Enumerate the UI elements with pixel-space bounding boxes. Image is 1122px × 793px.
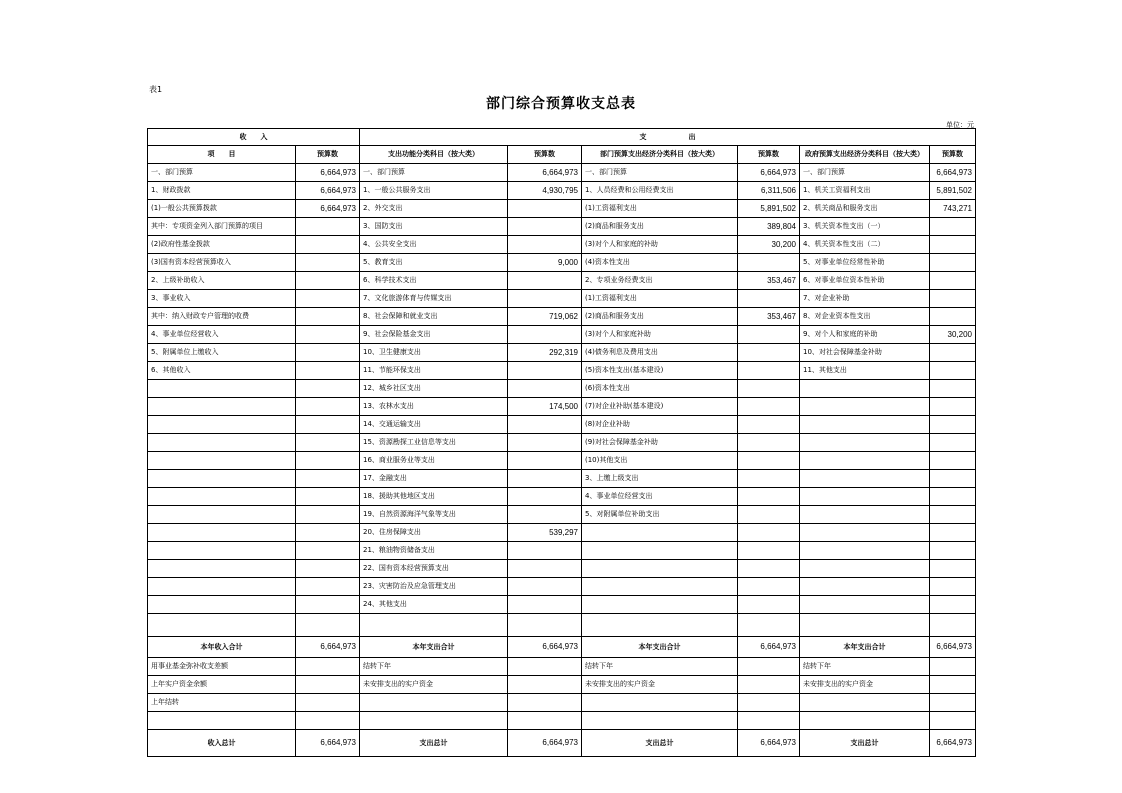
item-cell [800,488,930,506]
item-cell [582,524,738,542]
item-cell: 16、商业服务业等支出 [360,452,508,470]
income-total-value: 6,664,973 [296,637,360,658]
table-number: 表1 [149,85,163,94]
budget-cell: 174,500 [508,398,582,416]
table-row [148,200,976,218]
table-row [148,452,976,470]
item-cell: 8、对企业资本性支出 [800,308,930,326]
budget-cell [738,434,800,452]
after-cell [360,694,508,712]
budget-cell [738,578,800,596]
item-cell [582,596,738,614]
budget-cell [930,452,976,470]
table-row [148,542,976,560]
table-row [148,578,976,596]
item-cell: 20、住房保障支出 [360,524,508,542]
budget-cell: 6,664,973 [296,164,360,182]
item-cell [148,398,296,416]
item-cell [148,488,296,506]
table-row [148,362,976,380]
income-total-label: 本年收入合计 [148,637,296,658]
budget-cell [296,470,360,488]
budget-cell [508,200,582,218]
budget-cell [738,362,800,380]
item-cell: 7、文化旅游体育与传媒支出 [360,290,508,308]
budget-cell: 5,891,502 [738,200,800,218]
col-gov-header: 政府预算支出经济分类科目（按大类） [800,146,930,164]
item-cell [582,542,738,560]
item-cell: 1、人员经费和公用经费支出 [582,182,738,200]
table-row [148,254,976,272]
table-row [148,506,976,524]
budget-cell [508,326,582,344]
item-cell: 18、援助其他地区支出 [360,488,508,506]
econ-grand-value: 6,664,973 [738,730,800,757]
budget-cell: 30,200 [738,236,800,254]
budget-cell: 4,930,795 [508,182,582,200]
budget-cell [296,236,360,254]
col-budget-header: 预算数 [738,146,800,164]
item-cell [800,380,930,398]
budget-cell [930,362,976,380]
item-cell [800,452,930,470]
item-cell: 11、节能环保支出 [360,362,508,380]
econ-total-label: 本年支出合计 [582,637,738,658]
budget-cell [296,326,360,344]
budget-cell [930,524,976,542]
after-row [148,658,976,676]
table-row [148,308,976,326]
item-cell: (3)国有资本经营预算收入 [148,254,296,272]
table-row [148,560,976,578]
blank-row [148,712,976,730]
table-row [148,326,976,344]
budget-cell [930,560,976,578]
gov-grand-label: 支出总计 [800,730,930,757]
col-item-header: 项 目 [148,146,296,164]
func-grand-label: 支出总计 [360,730,508,757]
item-cell: 13、农林水支出 [360,398,508,416]
item-cell: 11、其他支出 [800,362,930,380]
after-cell: 未安排支出的实户资金 [800,676,930,694]
budget-cell [296,578,360,596]
item-cell: (8)对企业补助 [582,416,738,434]
item-cell [148,542,296,560]
budget-cell [738,416,800,434]
budget-cell: 30,200 [930,326,976,344]
item-cell: (3)对个人和家庭补助 [582,326,738,344]
item-cell: (4)资本性支出 [582,254,738,272]
budget-cell [296,416,360,434]
budget-cell [930,578,976,596]
item-cell: 10、卫生健康支出 [360,344,508,362]
budget-cell: 719,062 [508,308,582,326]
item-cell: 3、机关资本性支出（一） [800,218,930,236]
page-title: 部门综合预算收支总表 [486,96,636,112]
budget-cell [508,362,582,380]
budget-cell [508,506,582,524]
item-cell: (2)商品和服务支出 [582,308,738,326]
item-cell [800,560,930,578]
budget-cell: 292,319 [508,344,582,362]
item-cell [148,470,296,488]
budget-cell [738,488,800,506]
item-cell [148,506,296,524]
budget-cell [930,488,976,506]
item-cell: 5、对附属单位补助支出 [582,506,738,524]
item-cell: 10、对社会保障基金补助 [800,344,930,362]
budget-cell [930,506,976,524]
gov-total-label: 本年支出合计 [800,637,930,658]
after-cell: 结转下年 [360,658,508,676]
budget-cell [296,398,360,416]
budget-cell: 539,297 [508,524,582,542]
budget-cell [930,542,976,560]
budget-cell: 389,804 [738,218,800,236]
budget-cell [508,380,582,398]
budget-cell [738,560,800,578]
table-row [148,398,976,416]
item-cell [582,578,738,596]
col-budget-header: 预算数 [930,146,976,164]
budget-cell: 6,664,973 [930,164,976,182]
after-cell [582,694,738,712]
budget-cell [508,578,582,596]
item-cell [148,596,296,614]
budget-cell [508,488,582,506]
budget-cell [296,380,360,398]
budget-cell [296,434,360,452]
item-cell: 5、附属单位上缴收入 [148,344,296,362]
item-cell: (9)对社会保障基金补助 [582,434,738,452]
budget-cell [296,344,360,362]
budget-cell [738,380,800,398]
item-cell: (4)债务利息及费用支出 [582,344,738,362]
budget-cell [738,452,800,470]
budget-cell [508,272,582,290]
col-budget-header: 预算数 [296,146,360,164]
table-row [148,434,976,452]
item-cell [148,560,296,578]
item-cell: 8、社会保障和就业支出 [360,308,508,326]
budget-cell [296,452,360,470]
item-cell: 1、一般公共服务支出 [360,182,508,200]
item-cell [148,524,296,542]
budget-cell [738,398,800,416]
item-cell [800,470,930,488]
budget-cell [508,542,582,560]
item-cell [800,434,930,452]
item-cell: 4、机关资本性支出（二） [800,236,930,254]
item-cell: (2)政府性基金拨款 [148,236,296,254]
item-cell [800,416,930,434]
table-row [148,380,976,398]
budget-cell [508,218,582,236]
func-total-label: 本年支出合计 [360,637,508,658]
after-cell: 用事业基金弥补收支差额 [148,658,296,676]
budget-cell: 9,000 [508,254,582,272]
gov-total-value: 6,664,973 [930,637,976,658]
column-header-row [148,146,976,164]
table-row [148,236,976,254]
item-cell [800,596,930,614]
item-cell: 6、科学技术支出 [360,272,508,290]
item-cell [148,434,296,452]
budget-cell [930,398,976,416]
func-total-value: 6,664,973 [508,637,582,658]
col-func-header: 支出功能分类科目（按大类） [360,146,508,164]
after-cell: 上年实户资金余额 [148,676,296,694]
budget-cell [930,272,976,290]
budget-cell [508,452,582,470]
budget-cell [738,524,800,542]
item-cell: 9、社会保险基金支出 [360,326,508,344]
budget-cell [296,290,360,308]
item-cell: 5、对事业单位经常性补助 [800,254,930,272]
table-row [148,218,976,236]
item-cell: 14、交通运输支出 [360,416,508,434]
budget-cell [930,344,976,362]
item-cell: 6、其他收入 [148,362,296,380]
budget-cell [930,254,976,272]
budget-cell [296,254,360,272]
item-cell: (1)一般公共预算拨款 [148,200,296,218]
item-cell: 7、对企业补助 [800,290,930,308]
item-cell: 6、对事业单位资本性补助 [800,272,930,290]
after-cell: 上年结转 [148,694,296,712]
budget-cell [738,506,800,524]
budget-cell [296,506,360,524]
econ-grand-label: 支出总计 [582,730,738,757]
budget-cell: 5,891,502 [930,182,976,200]
budget-cell [738,542,800,560]
item-cell: 5、教育支出 [360,254,508,272]
item-cell: 一、部门预算 [582,164,738,182]
budget-table [147,128,976,757]
func-grand-value: 6,664,973 [508,730,582,757]
budget-cell [296,524,360,542]
item-cell: 9、对个人和家庭的补助 [800,326,930,344]
budget-cell [296,308,360,326]
unit-label: 单位：元 [946,121,974,129]
item-cell: 17、金融支出 [360,470,508,488]
item-cell: 其中：专项资金列入部门预算的项目 [148,218,296,236]
budget-cell [296,596,360,614]
budget-cell [738,470,800,488]
budget-cell: 743,271 [930,200,976,218]
item-cell: (5)资本性支出(基本建设) [582,362,738,380]
item-cell: 4、事业单位经营支出 [582,488,738,506]
budget-cell [738,596,800,614]
item-cell: (3)对个人和家庭的补助 [582,236,738,254]
item-cell [800,542,930,560]
budget-cell [296,560,360,578]
item-cell [800,398,930,416]
item-cell: (7)对企业补助(基本建设) [582,398,738,416]
table-row [148,164,976,182]
budget-cell [296,362,360,380]
item-cell: (6)资本性支出 [582,380,738,398]
item-cell: 1、财政拨款 [148,182,296,200]
item-cell: 23、灾害防治及应急管理支出 [360,578,508,596]
item-cell: 21、粮油物资储备支出 [360,542,508,560]
grand-total-row [148,730,976,757]
budget-cell [738,254,800,272]
item-cell: 24、其他支出 [360,596,508,614]
after-row [148,694,976,712]
item-cell: 2、外交支出 [360,200,508,218]
item-cell [800,506,930,524]
item-cell: 一、部门预算 [360,164,508,182]
item-cell: 3、国防支出 [360,218,508,236]
table-row [148,290,976,308]
item-cell [148,578,296,596]
budget-cell [930,416,976,434]
budget-cell [508,470,582,488]
item-cell: (10)其他支出 [582,452,738,470]
income-grand-value: 6,664,973 [296,730,360,757]
item-cell: (2)商品和服务支出 [582,218,738,236]
budget-cell [930,596,976,614]
header-row [148,129,976,146]
col-econ-header: 部门预算支出经济分类科目（按大类） [582,146,738,164]
budget-cell: 353,467 [738,272,800,290]
table-row [148,344,976,362]
budget-cell: 6,311,506 [738,182,800,200]
econ-total-value: 6,664,973 [738,637,800,658]
budget-cell [930,218,976,236]
table-row [148,524,976,542]
col-budget-header: 预算数 [508,146,582,164]
item-cell: 3、上缴上级支出 [582,470,738,488]
budget-cell [296,488,360,506]
totals-row [148,637,976,658]
budget-cell: 6,664,973 [296,200,360,218]
budget-cell [508,416,582,434]
item-cell: 一、部门预算 [800,164,930,182]
budget-cell [296,542,360,560]
table-row [148,416,976,434]
item-cell: 其中：纳入财政专户管理的收费 [148,308,296,326]
budget-cell [508,560,582,578]
budget-cell [508,290,582,308]
item-cell: 12、城乡社区支出 [360,380,508,398]
budget-cell [508,596,582,614]
budget-cell [296,272,360,290]
item-cell [800,524,930,542]
table-row [148,596,976,614]
item-cell: 4、事业单位经营收入 [148,326,296,344]
gov-grand-value: 6,664,973 [930,730,976,757]
item-cell [582,560,738,578]
budget-cell [738,344,800,362]
table-row [148,470,976,488]
item-cell: 4、公共安全支出 [360,236,508,254]
item-cell [148,452,296,470]
after-cell: 结转下年 [800,658,930,676]
budget-cell: 6,664,973 [738,164,800,182]
income-header: 收 入 [148,129,360,146]
budget-cell [930,308,976,326]
budget-cell [738,326,800,344]
after-row [148,676,976,694]
budget-cell [296,218,360,236]
after-cell: 未安排支出的实户资金 [582,676,738,694]
table-row [148,182,976,200]
item-cell: 3、事业收入 [148,290,296,308]
budget-cell [930,380,976,398]
budget-cell [930,236,976,254]
income-grand-label: 收入总计 [148,730,296,757]
item-cell [800,578,930,596]
item-cell: 一、部门预算 [148,164,296,182]
budget-cell [930,434,976,452]
budget-cell [930,290,976,308]
budget-cell: 353,467 [738,308,800,326]
item-cell [148,416,296,434]
budget-cell [738,290,800,308]
item-cell: (1)工资福利支出 [582,200,738,218]
item-cell: 2、专项业务经费支出 [582,272,738,290]
budget-cell: 6,664,973 [508,164,582,182]
blank-row [148,614,976,637]
budget-cell: 6,664,973 [296,182,360,200]
table-row [148,272,976,290]
table-row [148,488,976,506]
after-cell [800,694,930,712]
item-cell: 2、上级补助收入 [148,272,296,290]
item-cell: 19、自然资源海洋气象等支出 [360,506,508,524]
budget-cell [508,236,582,254]
after-cell: 结转下年 [582,658,738,676]
item-cell: 2、机关商品和服务支出 [800,200,930,218]
item-cell: 22、国有资本经营预算支出 [360,560,508,578]
item-cell: 15、资源勘探工业信息等支出 [360,434,508,452]
item-cell [148,380,296,398]
budget-cell [508,434,582,452]
after-cell: 未安排支出的实户资金 [360,676,508,694]
item-cell: (1)工资福利支出 [582,290,738,308]
item-cell: 1、机关工资福利支出 [800,182,930,200]
expense-header: 支 出 [360,129,976,146]
budget-cell [930,470,976,488]
